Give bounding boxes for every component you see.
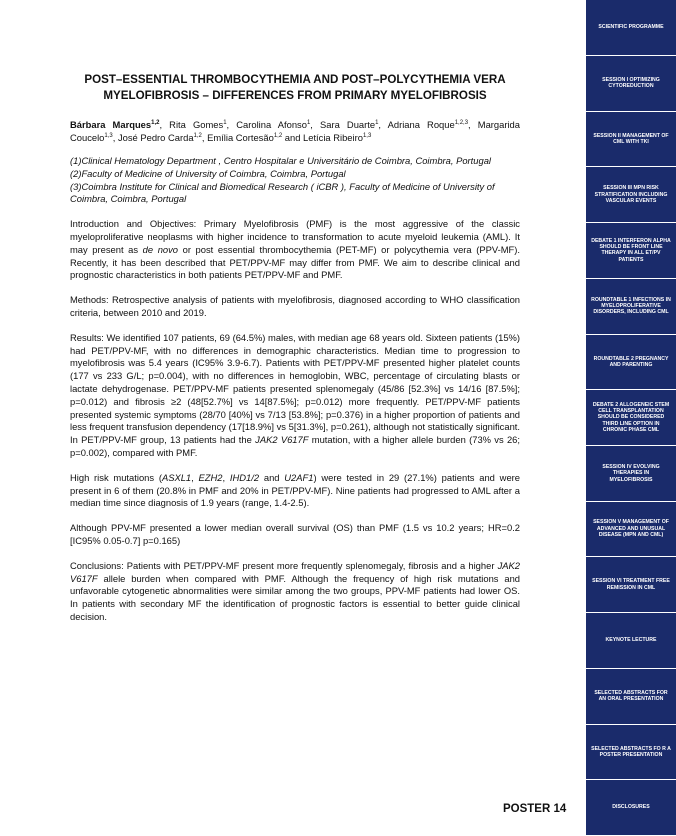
paragraph-text: mutation, with a higher allele burden (73% vs 26; p=0.002), compared with PMF. (70, 434, 520, 458)
author-name: Sara Duarte (320, 119, 376, 130)
author-affiliation-mark: 1 (223, 119, 227, 126)
sidebar-item[interactable] (586, 502, 676, 558)
paragraph-text: , (191, 471, 199, 483)
sidebar-item[interactable] (586, 223, 676, 279)
paragraph-text: and (259, 471, 285, 483)
author-affiliation-mark: 1,3 (362, 132, 372, 139)
paragraph-text: Methods: Retrospective analysis of patients with myelofibrosis, diagnosed according to WHO classification criteria, between 2010 and 2019. (70, 294, 520, 318)
sidebar-item-label: SESSION V MANAGEMENT OF ADVANCED AND UNUSUAL DISEASE (MPN AND CML) (593, 519, 669, 539)
author-name: Bárbara Marques (70, 119, 152, 130)
author-list: Bárbara Marques$^{1,2}$, Rita Gomes$^1$, Carolina Afonso$^1$, Sara Duarte$^1$, Adriana Roque$^{1,2,3}$, Margarida Coucelo$^{1,3}$, José Pedro Carda$^{1,2}$, Emília Cortesão$^{1,2}$ and Letícia Ribeiro$^{1,3}$ (70, 119, 520, 143)
paragraph-text: Introduction and Objectives: Primary Myelofibrosis (PMF) is the most aggressive of the classic myeloproliferative neoplasms with higher incidence to transformation to acute myeloid leukemia (AML). It may present as (70, 218, 520, 255)
sidebar-item[interactable] (586, 446, 676, 502)
sidebar-item-label: SESSION IV EVOLVING THERAPIES IN MYELOFIBROSIS (602, 463, 660, 483)
italic-text: ASXL1 (161, 471, 192, 483)
author-affiliation-mark: 1,3 (104, 132, 113, 139)
paragraph-text: High risk mutations ( (70, 471, 162, 483)
abstract-paragraph (70, 560, 520, 624)
author-name: Adriana Roque (387, 119, 455, 130)
paragraph-text: or post essential thrombocythemia (PET-MF) or polycythemia vera (PPV-MF). Recently, it has been described that PET/PPV-MF may differ from PMF. We aim to describe clinical and prognostic characteristics in both patients PET/PPV-MF and PMF. (70, 243, 520, 281)
sidebar-nav (586, 0, 676, 836)
author-affiliation-mark: 1,2 (193, 132, 202, 139)
sidebar-item[interactable] (586, 557, 676, 613)
abstract-paragraph (70, 472, 520, 510)
sidebar-item[interactable] (586, 167, 676, 223)
abstract-title: POST–ESSENTIAL THROMBOCYTHEMIA AND POST–POLYCYTHEMIA VERA MYELOFIBROSIS – DIFFERENCES FROM PRIMARY MYELOFIBROSIS (84, 73, 506, 102)
abstract-paragraph (70, 218, 520, 282)
abstract-document (70, 72, 520, 636)
sidebar-item-label: DEBATE 1 INTERFERON ALPHA SHOULD BE FRONT LINE THERAPY IN ALL ET/PV PATIENTS (591, 237, 671, 263)
sidebar-item[interactable] (586, 390, 676, 446)
affiliation-line: (1)Clinical Hematology Department , Centro Hospitalar e Universitário de Coimbra, Coimbra, Portugal (70, 155, 492, 166)
affiliation-list (70, 155, 520, 206)
sidebar-item[interactable] (586, 335, 676, 391)
sidebar-item-label: ROUNDTABLE 1 INFECTIONS IN MYELOPROLIFERATIVE DISORDERS, INCLUDING CML (591, 296, 671, 316)
sidebar-item-label: DISCLOSURES (612, 804, 650, 811)
italic-text: JAK2 V617F (70, 559, 520, 584)
abstract-paragraph (70, 522, 520, 548)
sidebar-item-label: SESSION VI TREATMENT FREE REMISSION IN CML (592, 578, 670, 591)
sidebar-item-label: SESSION I OPTIMIZING CYTOREDUCTION (602, 76, 660, 90)
italic-text: IHD1/2 (229, 471, 260, 483)
sidebar-item-label: ROUNDTABLE 2 PREGNANCY AND PARENTING (593, 355, 669, 368)
affiliation-line: (2)Faculty of Medicine of University of Coimbra, Coimbra, Portugal (70, 167, 346, 179)
sidebar-item[interactable] (586, 112, 676, 168)
sidebar-item-label: SESSION II MANAGEMENT OF CML WITH TKI (593, 132, 669, 146)
paragraph-text: ) were tested in 29 (27.1%) patients and were present in 6 of them (20.8% in PMF and 20% in PET/PPV-MF). Nine patients had progressed to AML after a median time since diagnosis of 1.9 years (range, 1.4-2.5). (70, 471, 520, 509)
paragraph-text: Conclusions: Patients with PET/PPV-MF present more frequently splenomegaly, fibrosis and a higher (70, 559, 498, 571)
sidebar-item[interactable] (586, 0, 676, 56)
sidebar-item[interactable] (586, 279, 676, 335)
sidebar-item-label: SCIENTIFIC PROGRAMME (598, 24, 664, 31)
italic-text: JAK2 V617F (255, 434, 309, 446)
author-name: Emília Cortesão (207, 132, 274, 143)
sidebar-item[interactable] (586, 56, 676, 112)
author-affiliation-mark: 1,2 (273, 132, 283, 139)
author-name: José Pedro Carda (117, 132, 194, 143)
author-affiliation-mark: 1,2 (151, 119, 160, 126)
italic-text: de novo (142, 243, 179, 255)
author-name: Margarida Coucelo (70, 119, 520, 143)
sidebar-item[interactable] (586, 669, 676, 725)
sidebar-item[interactable] (586, 780, 676, 836)
abstract-paragraph (70, 332, 520, 460)
paragraph-text: , (222, 471, 230, 483)
sidebar-item[interactable] (586, 613, 676, 669)
paragraph-text: allele burden when compared with PMF. Although the frequency of high risk mutations and unfavorable cytogenetic abnormalities were similar among the two groups, PPV-MF patients had lower OS. In patients with secondary MF the identification of prognostic factors is essential to better guide clinical decision. (70, 572, 520, 622)
author-name: Carolina Afonso (236, 119, 307, 130)
paragraph-text: Although PPV-MF presented a lower median overall survival (OS) than PMF (1.5 vs 10.2 years; HR=0.2 [IC95% 0.05-0.7] p=0.165) (70, 522, 520, 546)
sidebar-item-label: SELECTED ABSTRACTS FO R A POSTER PRESENTATION (591, 745, 671, 758)
sidebar-item[interactable] (586, 725, 676, 781)
sidebar-item-label: KEYNOTE LECTURE (605, 637, 657, 644)
paragraph-text: Results: We identified 107 patients, 69 (64.5%) males, with median age 68 years old. Sixteen patients (15%) had PET/PPV-MF, with no differences in demographic characteristics. Median time to progression to myelofibrosis was 5.4 years (IC95% 3.9-6.7). Patients with PET/PPV-MF presented higher platelet counts (177 vs 233 G/L; p=0.004), with no differences in hemoglobin, WBC, percentage of circulating blasts or lactate dehydrogenase. PET/PPV-MF patients presented splenomegaly (45/86 [52.3%] vs 14/16 [87.5%]; p=0.012) and fibrosis ≥2 (48[52.7%] vs 14[87.5%]; p=0.012) more frequently. PET/PPV-MF patients presented systemic symptoms (28/70 [40%] vs 7/13 [53.8%]; p=0.376) in a higher proportion of patients and less frequent transfusion dependency (17[18.9%] vs 5[31.3%], p=0.261), although not statistically significant. In PET/PPV-MF group, 13 patients had the (70, 331, 520, 446)
author-affiliation-mark: 1,2,3 (454, 119, 469, 126)
author-affiliation-mark: 1 (306, 119, 311, 126)
poster-label: POSTER 14 (503, 803, 567, 815)
sidebar-item-label: SELECTED ABSTRACTS FOR AN ORAL PRESENTATION (594, 689, 668, 703)
author-name: Rita Gomes (169, 119, 224, 130)
abstract-body (70, 218, 520, 624)
affiliation-line: (3)Coimbra Institute for Clinical and Biomedical Research ( iCBR ), Faculty of Medicine of University of Coimbra, Coimbra, Portugal (70, 180, 495, 205)
sidebar-item-label: DEBATE 2 ALLOGENEIC STEM CELL TRANSPLANTATION SHOULD BE CONSIDERED THIRD LINE OPTION IN CHRONIC PHASE CML (592, 401, 670, 434)
author-name: Letícia Ribeiro (303, 132, 363, 143)
author-affiliation-mark: 1 (375, 119, 379, 126)
italic-text: U2AF1 (284, 471, 314, 483)
abstract-paragraph (70, 294, 520, 320)
sidebar-item-label: SESSION III MPN RISK STRATIFICATION INCLUDING VASCULAR EVENTS (594, 185, 668, 204)
italic-text: EZH2 (198, 471, 223, 483)
